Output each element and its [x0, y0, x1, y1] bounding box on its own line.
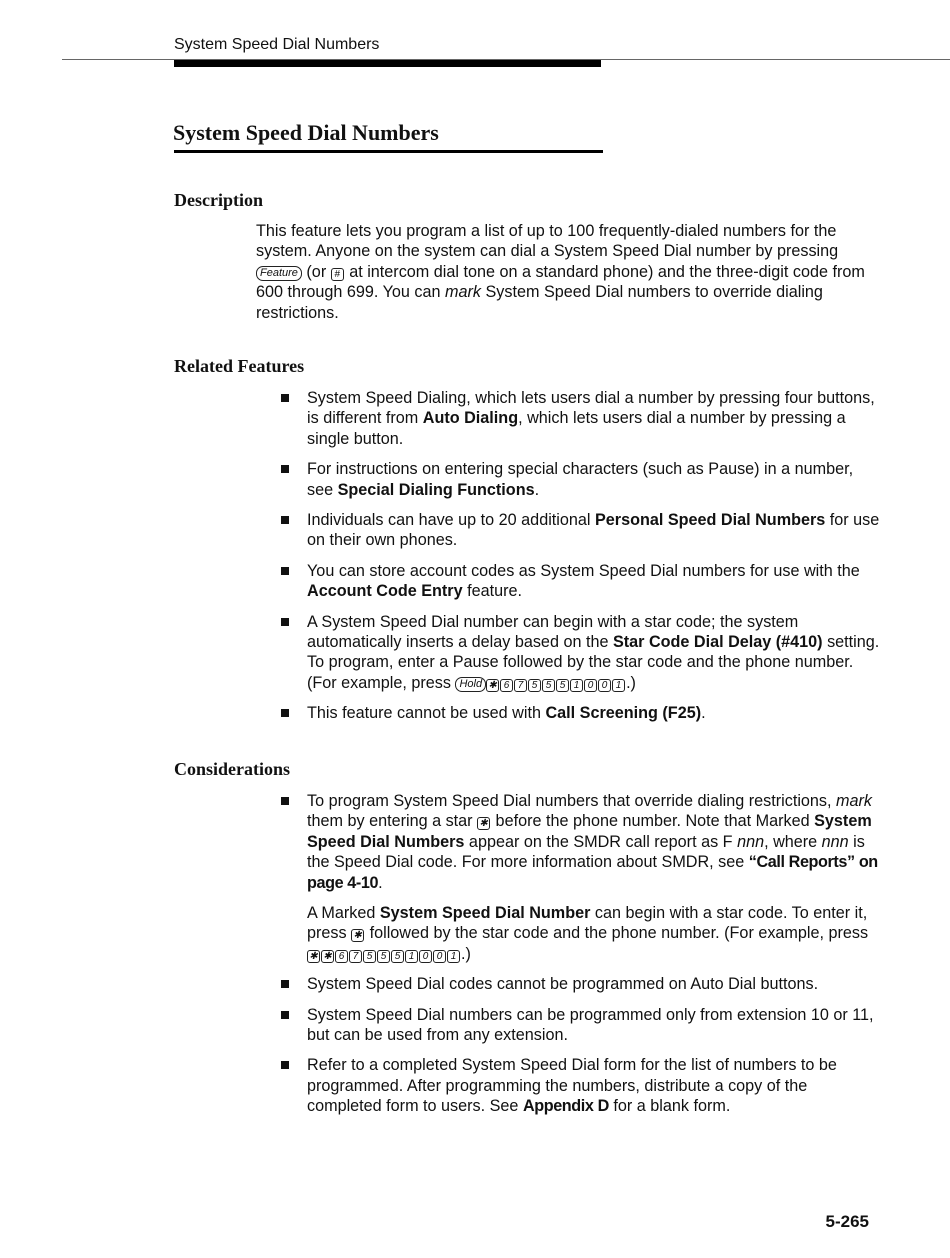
hold-key-icon: Hold — [455, 677, 486, 692]
text: . — [378, 873, 383, 892]
bullet-icon — [281, 1061, 289, 1069]
dial-key-icon: 5 — [542, 679, 555, 692]
dial-key-icon: 5 — [363, 950, 376, 963]
text: appear on the SMDR call report as F — [464, 832, 738, 851]
dial-key-icon: 5 — [377, 950, 390, 963]
running-head: System Speed Dial Numbers — [174, 36, 380, 53]
text: followed by the star code and the phone number. (For example, press — [365, 924, 869, 943]
star-key-icon: ✱ — [477, 817, 490, 830]
feature-ref: System Speed Dial Number — [379, 904, 591, 923]
cross-reference: “Call Reports” on page 4-10 — [307, 853, 878, 892]
feature-ref: Account Code Entry — [307, 582, 463, 601]
dial-key-icon: 1 — [405, 950, 418, 963]
list-item — [280, 791, 880, 964]
text: A Marked — [307, 904, 380, 923]
text: This feature cannot be used with — [307, 704, 546, 723]
mark-term: mark — [445, 283, 482, 302]
text: System Speed Dial numbers can be programmed only from extension 10 or 11, but can be used from any extension. — [307, 1005, 874, 1045]
description-paragraph — [256, 221, 876, 323]
page-number: 5-265 — [825, 1212, 869, 1231]
page-title: System Speed Dial Numbers — [173, 120, 439, 145]
list-item — [280, 459, 880, 500]
dial-key-icon: 5 — [556, 679, 569, 692]
feature-ref: Call Screening (F25) — [545, 704, 702, 723]
bullet-icon — [281, 618, 289, 626]
dial-key-icon: 6 — [335, 950, 348, 963]
dial-key-icon: ✱ — [486, 679, 499, 692]
description-heading: Description — [174, 190, 263, 210]
title-rule — [174, 150, 603, 153]
text: can begin with a star code. To enter it, press — [307, 904, 868, 943]
text: them by entering a star — [307, 812, 478, 831]
dial-key-icon: 1 — [447, 950, 460, 963]
bullet-icon — [281, 797, 289, 805]
dial-key-icon: 0 — [433, 950, 446, 963]
dial-key-icon: 7 — [514, 679, 527, 692]
feature-ref: System Speed Dial Numbers — [307, 812, 872, 851]
feature-ref: Star Code Dial Delay (#410) — [612, 633, 823, 652]
bullet-icon — [281, 709, 289, 717]
considerations-heading: Considerations — [174, 759, 291, 779]
bullet-icon — [281, 394, 289, 402]
text: .) — [461, 944, 471, 963]
related-features-list — [280, 388, 880, 734]
nnn-term: nnn — [821, 832, 849, 851]
text: Refer to a completed System Speed Dial form for the list of numbers to be programmed. After programming the numbers, distribute a copy of the completed form to users. See — [307, 1056, 837, 1116]
text: This feature lets you program a list of up to 100 frequently-dialed numbers for the system. Anyone on the system can dial a System Speed Dial number by pressing — [256, 222, 839, 261]
list-item — [280, 703, 880, 723]
feature-ref: Special Dialing Functions — [337, 480, 535, 499]
list-item — [280, 612, 880, 694]
text: .) — [626, 673, 636, 692]
dial-key-icon: 1 — [612, 679, 625, 692]
dial-key-icon: 6 — [500, 679, 513, 692]
hash-key-icon: # — [331, 268, 344, 281]
feature-ref: Personal Speed Dial Numbers — [594, 511, 826, 530]
text: For instructions on entering special characters (such as Pause) in a number, see — [307, 460, 854, 499]
text: System Speed Dial numbers to override dialing restrictions. — [256, 283, 823, 322]
text: System Speed Dial codes cannot be programmed on Auto Dial buttons. — [307, 975, 819, 994]
dial-key-icon: 1 — [570, 679, 583, 692]
nnn-term: nnn — [737, 832, 765, 851]
text: (or — [301, 262, 331, 281]
cross-reference: Appendix D — [522, 1097, 609, 1116]
text: is the Speed Dial code. For more information about SMDR, see — [307, 832, 865, 872]
list-item — [280, 510, 880, 551]
text: To program System Speed Dial numbers that override dialing restrictions, — [307, 792, 837, 810]
mark-term: mark — [836, 792, 873, 810]
bullet-icon — [281, 980, 289, 988]
text: . — [534, 480, 540, 499]
dial-key-icon: ✱ — [307, 950, 320, 963]
bullet-icon — [281, 567, 289, 575]
feature-ref: Auto Dialing — [422, 409, 519, 428]
text: A System Speed Dial number can begin with a star code; the system automatically inserts a delay based on the — [307, 612, 799, 652]
list-item — [280, 561, 880, 602]
header-bar — [174, 60, 601, 67]
list-item — [280, 1055, 880, 1116]
dial-key-icon: 0 — [584, 679, 597, 692]
related-features-heading: Related Features — [174, 356, 305, 376]
considerations-list — [280, 791, 880, 1127]
dial-key-icon: 0 — [598, 679, 611, 692]
text: before the phone number. Note that Marked — [491, 812, 815, 831]
text: System Speed Dialing, which lets users dial a number by pressing four buttons, is different from — [307, 389, 875, 428]
text: for a blank form. — [608, 1097, 731, 1116]
text: Individuals can have up to 20 additional — [307, 511, 595, 530]
bullet-icon — [281, 516, 289, 524]
list-item — [280, 388, 880, 449]
star-key-icon: ✱ — [351, 929, 364, 942]
dial-key-icon: 5 — [391, 950, 404, 963]
text: , which lets users dial a number by pressing a single button. — [307, 409, 846, 448]
bullet-icon — [281, 1011, 289, 1019]
feature-key-icon: Feature — [256, 266, 302, 281]
text: at intercom dial tone on a standard phone) and the three-digit code from 600 through 699. You can — [256, 262, 865, 302]
text: feature. — [462, 582, 522, 601]
dial-key-icon: 7 — [349, 950, 362, 963]
dial-key-icon: 5 — [528, 679, 541, 692]
dial-key-icon: ✱ — [321, 950, 334, 963]
text: , where — [764, 832, 822, 851]
list-item — [280, 974, 880, 994]
dial-key-icon: 0 — [419, 950, 432, 963]
list-item — [280, 1005, 880, 1046]
text: You can store account codes as System Speed Dial numbers for use with the — [307, 561, 860, 580]
text: for use on their own phones. — [307, 511, 880, 550]
bullet-icon — [281, 465, 289, 473]
text: . — [701, 704, 706, 723]
text: setting. To program, enter a Pause followed by the star code and the phone number. (For example, press — [307, 633, 880, 692]
